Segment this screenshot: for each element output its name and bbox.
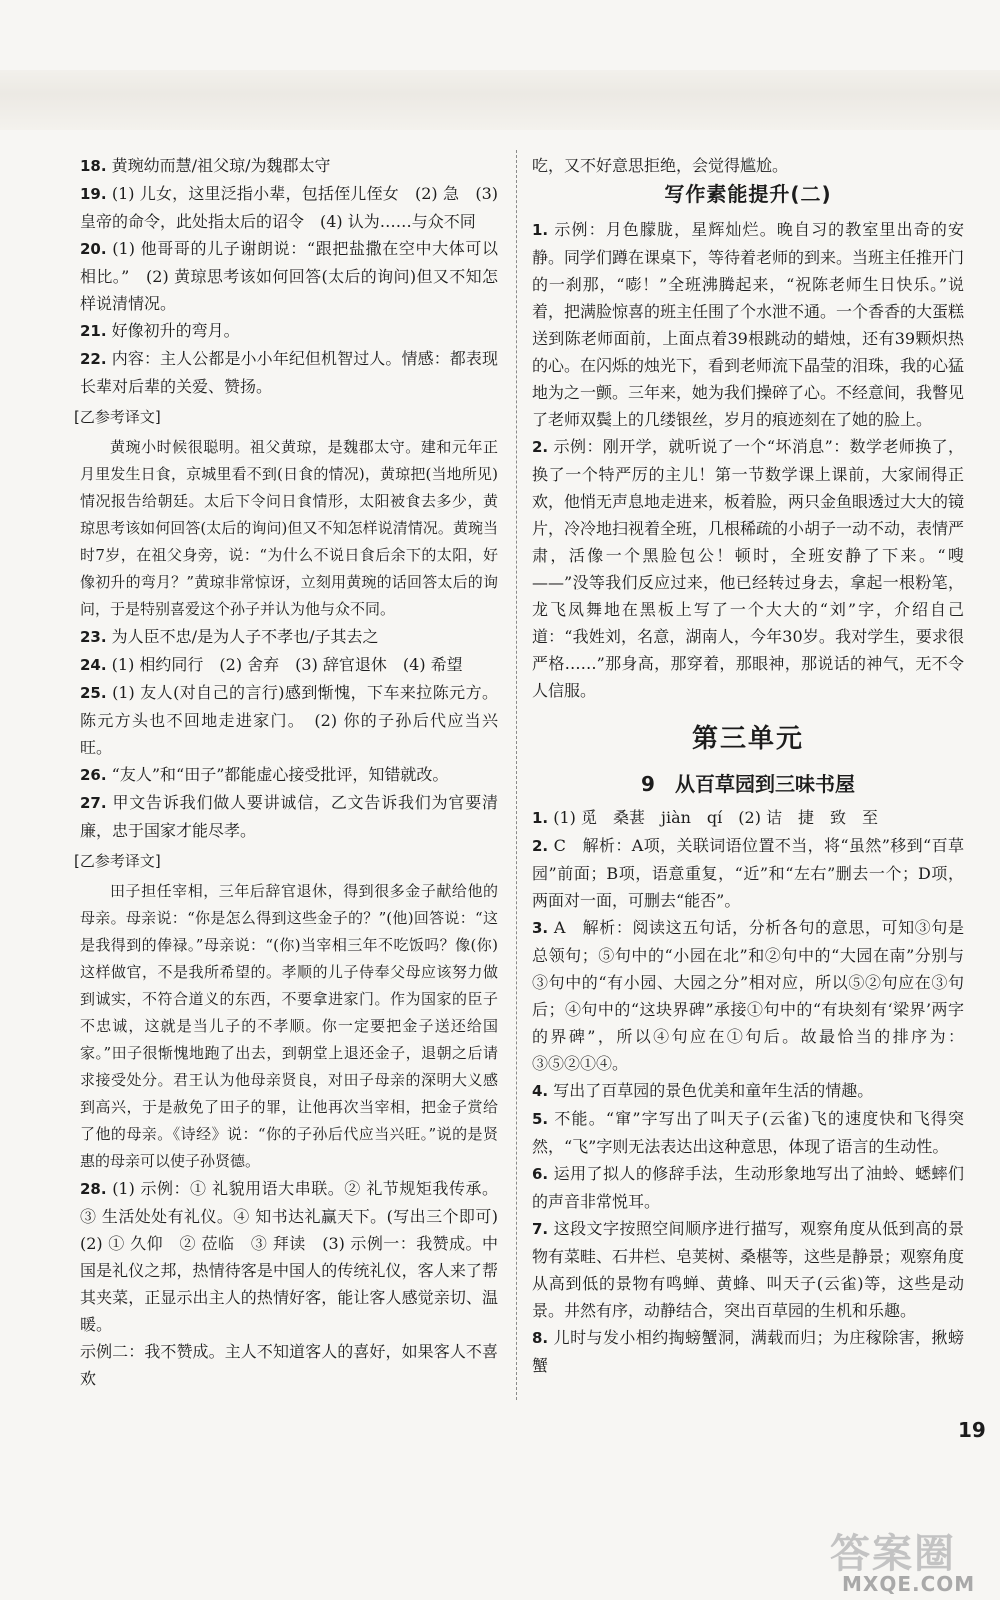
answer-26: 26. “友人”和“田子”都能虚心接受批评，知错就改。	[80, 765, 449, 784]
watermark-url: MXQE.COM	[842, 1572, 976, 1596]
lesson-answer-3: 3. A 解析：阅读这五句话，分析各句的意思，可知③句是总领句；⑤句中的“小园在北”和②句中的“大园在南”分别与③句中的“有小园、大园之分”相对应，所以⑤②句应在③句后；④句中的“这块界碑”承接①句中的“有块刻有‘梁界’两字的界碑”，所以④句应在①句后。故最恰当的排序为：③⑤②①④。	[532, 918, 964, 1073]
answer-21: 21. 好像初升的弯月。	[80, 321, 240, 340]
watermark-logo: 答案圈	[830, 1531, 956, 1577]
scan-shadow-band	[0, 70, 1000, 130]
translation-1: 黄琬小时候很聪明。祖父黄琼，是魏郡太守。建和元年正月里发生日食，京城里看不到(日食的情况)，黄琼把(当地所见)情况报告给朝廷。太后下令问日食情形，太阳被食去多少，黄琼思考该如何回答(太后的询问)但又不知怎样说清情况。黄琬当时7岁，在祖父身旁，说：“为什么不说日食后余下的太阳，好像初升的弯月？”黄琼非常惊讶，立刻用黄琬的话回答太后的询问，于是特别喜爱这个孙子并认为他与众不同。	[80, 438, 498, 618]
lesson-answer-1: 1. (1) 觅 桑葚 jiàn qí (2) 诘 捷 致 至	[532, 808, 879, 827]
answer-28-continued: 吃，又不好意思拒绝，会觉得尴尬。	[532, 156, 789, 175]
answer-25: 25. (1) 友人(对自己的言行)感到惭愧，下车来拉陈元方。陈元方头也不回地走进家门。 (2) 你的子孙后代应当兴旺。	[80, 683, 498, 757]
translation-heading-2: [乙参考译文]	[74, 852, 161, 870]
right-column	[532, 152, 964, 1379]
answer-28: 28. (1) 示例：① 礼貌用语大串联。② 礼节规矩我传承。③ 生活处处有礼仪。④ 知书达礼赢天下。(写出三个即可) (2) ① 久仰 ② 莅临 ③ 拜读 (3) 示例一：我赞成。中国是礼仪之邦，热情待客是中国人的传统礼仪，客人来了帮其夹菜，正显示出主人的热情好客，能让客人感觉亲切、温暖。	[80, 1179, 515, 1334]
writing-answer-2: 2. 示例：刚开学，就听说了一个“坏消息”：数学老师换了，换了一个特严厉的主儿！第一节数学课上课前，大家闹得正欢，他悄无声息地走进来，板着脸，两只金鱼眼透过大大的镜片，冷冷地扫视着全班，几根稀疏的小胡子一动不动，表情严肃，活像一个黑脸包公！顿时，全班安静了下来。“嗖——”没等我们反应过来，他已经转过身去，拿起一根粉笔，龙飞凤舞地在黑板上写了一个大大的“刘”字，介绍自己道：“我姓刘，名意，湖南人，今年30岁。我对学生，要求很严格……”那身高，那穿着，那眼神，那说话的神气，无不令人信服。	[532, 437, 965, 700]
answer-19: 19. (1) 儿女，这里泛指小辈，包括侄儿侄女 (2) 急 (3) 皇帝的命令，此处指太后的诏令 (4) 认为……与众不同	[80, 184, 498, 231]
lesson-answer-5: 5. 不能。“窜”字写出了叫天子(云雀)飞的速度快和飞得突然，“飞”字则无法表达出这种意思，体现了语言的生动性。	[532, 1109, 964, 1156]
lesson-answer-6: 6. 运用了拟人的修辞手法，生动形象地写出了油蛉、蟋蟀们的声音非常悦耳。	[532, 1164, 964, 1211]
page-number: 19	[958, 1418, 986, 1442]
translation-2: 田子担任宰相，三年后辞官退休，得到很多金子献给他的母亲。母亲说：“你是怎么得到这些金子的？”(他)回答说：“这是我得到的俸禄。”母亲说：“(你)当宰相三年不吃饭吗？像(你)这样做官，不是我所希望的。孝顺的儿子侍奉父母应该努力做到诚实，不符合道义的东西，不要拿进家门。作为国家的臣子不忠诚，这就是当儿子的不孝顺。你一定要把金子送还给国家。”田子很惭愧地跑了出去，到朝堂上退还金子，退朝之后请求接受处分。君王认为他母亲贤良，对田子母亲的深明大义感到高兴，于是赦免了田子的罪，让他再次当宰相，把金子赏给了他的母亲。《诗经》说：“你的子孙后代应当兴旺。”说的是贤惠的母亲可以使子孙贤德。	[80, 882, 498, 1170]
answer-18: 18. 黄琬幼而慧/祖父琼/为魏郡太守	[80, 156, 331, 175]
section-title-writing: 写作素能提升(二)	[664, 182, 832, 206]
lesson-title: 9 从百草园到三味书屋	[641, 772, 855, 796]
answer-28-example-2: 示例二：我不赞成。主人不知道客人的喜好，如果客人不喜欢	[80, 1342, 498, 1388]
lesson-answer-8: 8. 儿时与发小相约掏螃蟹洞，满载而归；为庄稼除害，揪螃蟹	[532, 1328, 964, 1375]
writing-answer-1: 1. 示例：月色朦胧，星辉灿烂。晚自习的教室里出奇的安静。同学们蹲在课桌下，等待着老师的到来。当班主任推开门的一刹那，“嘭！”全班沸腾起来，“祝陈老师生日快乐。”说着，把满脸惊喜的班主任围了个水泄不通。一个香香的大蛋糕送到陈老师面前，上面点着39根跳动的蜡烛，还有39颗炽热的心。在闪烁的烛光下，看到老师流下晶莹的泪珠，我的心猛地为之一颤。三年来，她为我们操碎了心。不经意间，我瞥见了老师双鬓上的几缕银丝，岁月的痕迹刻在了她的脸上。	[532, 220, 965, 429]
lesson-answer-2: 2. C 解析：A项，关联词语位置不当，将“虽然”移到“百草园”前面；B项，语意重复，“近”和“左右”删去一个；D项，两面对一面，可删去“能否”。	[532, 836, 964, 910]
lesson-answer-4: 4. 写出了百草园的景色优美和童年生活的情趣。	[532, 1081, 874, 1100]
left-column	[74, 152, 515, 1392]
answer-22: 22. 内容：主人公都是小小年纪但机智过人。情感：都表现长辈对后辈的关爱、赞扬。	[80, 349, 498, 396]
column-divider	[516, 150, 517, 1400]
answer-24: 24. (1) 相约同行 (2) 舍弃 (3) 辞官退休 (4) 希望	[80, 655, 463, 674]
answer-20: 20. (1) 他哥哥的儿子谢朗说：“跟把盐撒在空中大体可以相比。” (2) 黄琼思考该如何回答(太后的询问)但又不知怎样说清情况。	[80, 239, 498, 313]
lesson-answer-7: 7. 这段文字按照空间顺序进行描写，观察角度从低到高的景物有菜畦、石井栏、皂荚树、桑椹等，这些是静景；观察角度从高到低的景物有鸣蝉、黄蜂、叫天子(云雀)等，这些是动景。井然有序，动静结合，突出百草园的生机和乐趣。	[532, 1219, 965, 1320]
answer-27: 27. 甲文告诉我们做人要讲诚信，乙文告诉我们为官要清廉，忠于国家才能尽孝。	[80, 793, 498, 840]
translation-heading-1: [乙参考译文]	[74, 408, 161, 426]
answer-23: 23. 为人臣不忠/是为人子不孝也/子其去之	[80, 627, 379, 646]
unit-title: 第三单元	[691, 724, 804, 754]
